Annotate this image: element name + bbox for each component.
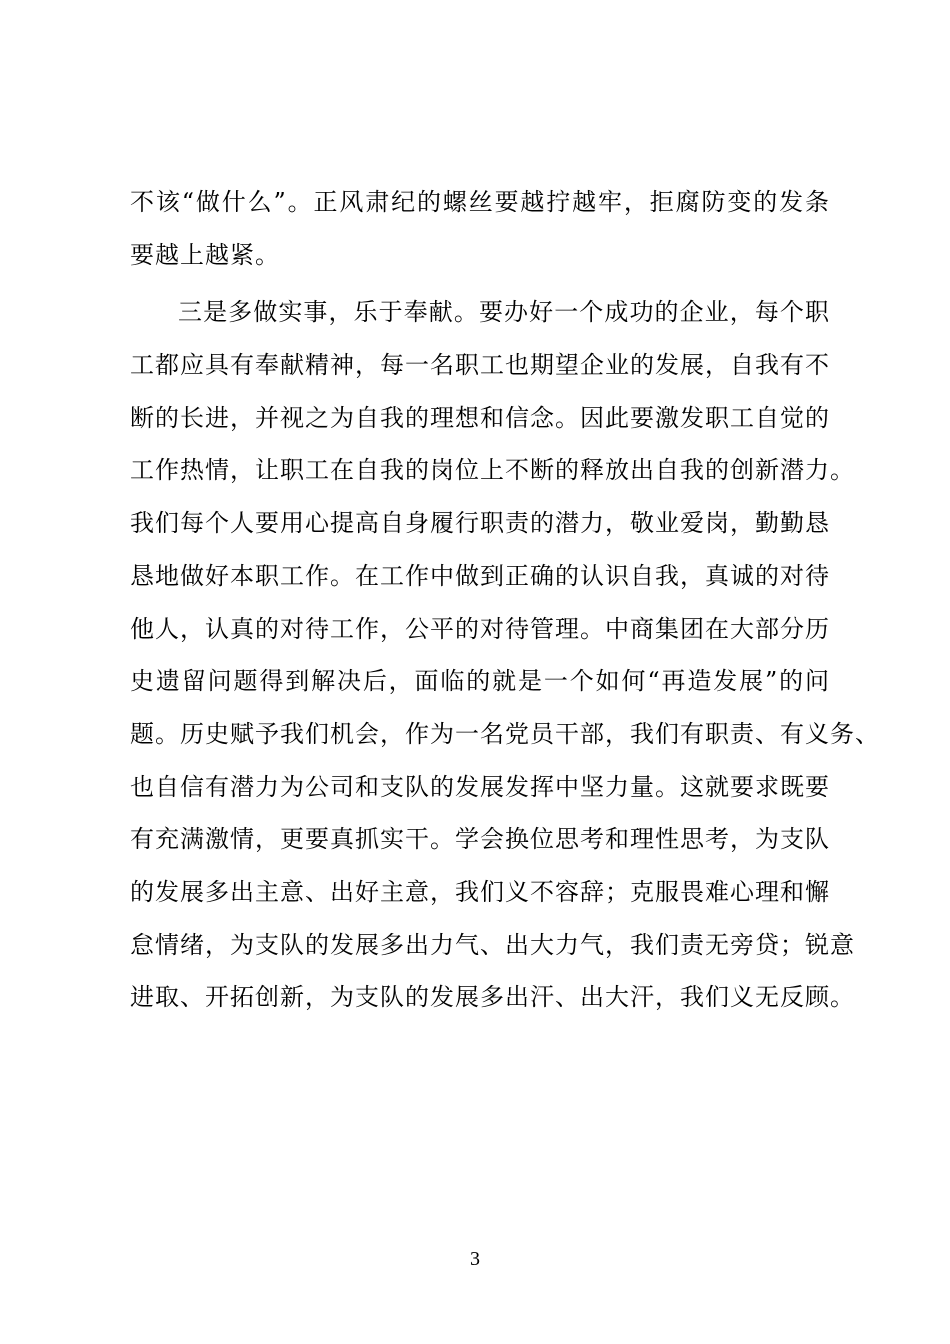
text-line: 工都应具有奉献精神，每一名职工也期望企业的发展，自我有不 [130,351,830,380]
text-line: 三是多做实事，乐于奉献。要办好一个成功的企业，每个职 [178,298,830,327]
paragraph [130,286,880,1024]
text-line: 恳地做好本职工作。在工作中做到正确的认识自我，真诚的对待 [130,561,830,590]
page-number: 3 [470,1248,480,1270]
text-line: 他人，认真的对待工作，公平的对待管理。中商集团在大部分历 [130,614,830,643]
text-line: 不该“做什么”。正风肃纪的螺丝要越拧越牢，拒腐防变的发条 [130,188,830,216]
paragraph [130,176,830,281]
text-line: 也自信有潜力为公司和支队的发展发挥中坚力量。这就要求既要 [130,772,830,801]
body-text [130,176,880,1024]
text-line: 我们每个人要用心提高自身履行职责的潜力，敬业爱岗，勤勤恳 [130,509,830,538]
text-line: 进取、开拓创新，为支队的发展多出汗、出大汗，我们义无反顾。 [130,983,855,1012]
text-line: 要越上越紧。 [130,240,280,269]
text-line: 的发展多出主意、出好主意，我们义不容辞；克服畏难心理和懈 [130,877,830,906]
text-line: 工作热情，让职工在自我的岗位上不断的释放出自我的创新潜力。 [130,456,855,485]
text-line: 断的长进，并视之为自我的理想和信念。因此要激发职工自觉的 [130,403,830,432]
text-line: 史遗留问题得到解决后，面临的就是一个如何“再造发展”的问 [130,667,830,696]
text-line: 怠情绪，为支队的发展多出力气、出大力气，我们责无旁贷；锐意 [130,930,855,959]
text-line: 题。历史赋予我们机会，作为一名党员干部，我们有职责、有义务、 [130,719,880,748]
text-line: 有充满激情，更要真抓实干。学会换位思考和理性思考，为支队 [130,825,830,854]
